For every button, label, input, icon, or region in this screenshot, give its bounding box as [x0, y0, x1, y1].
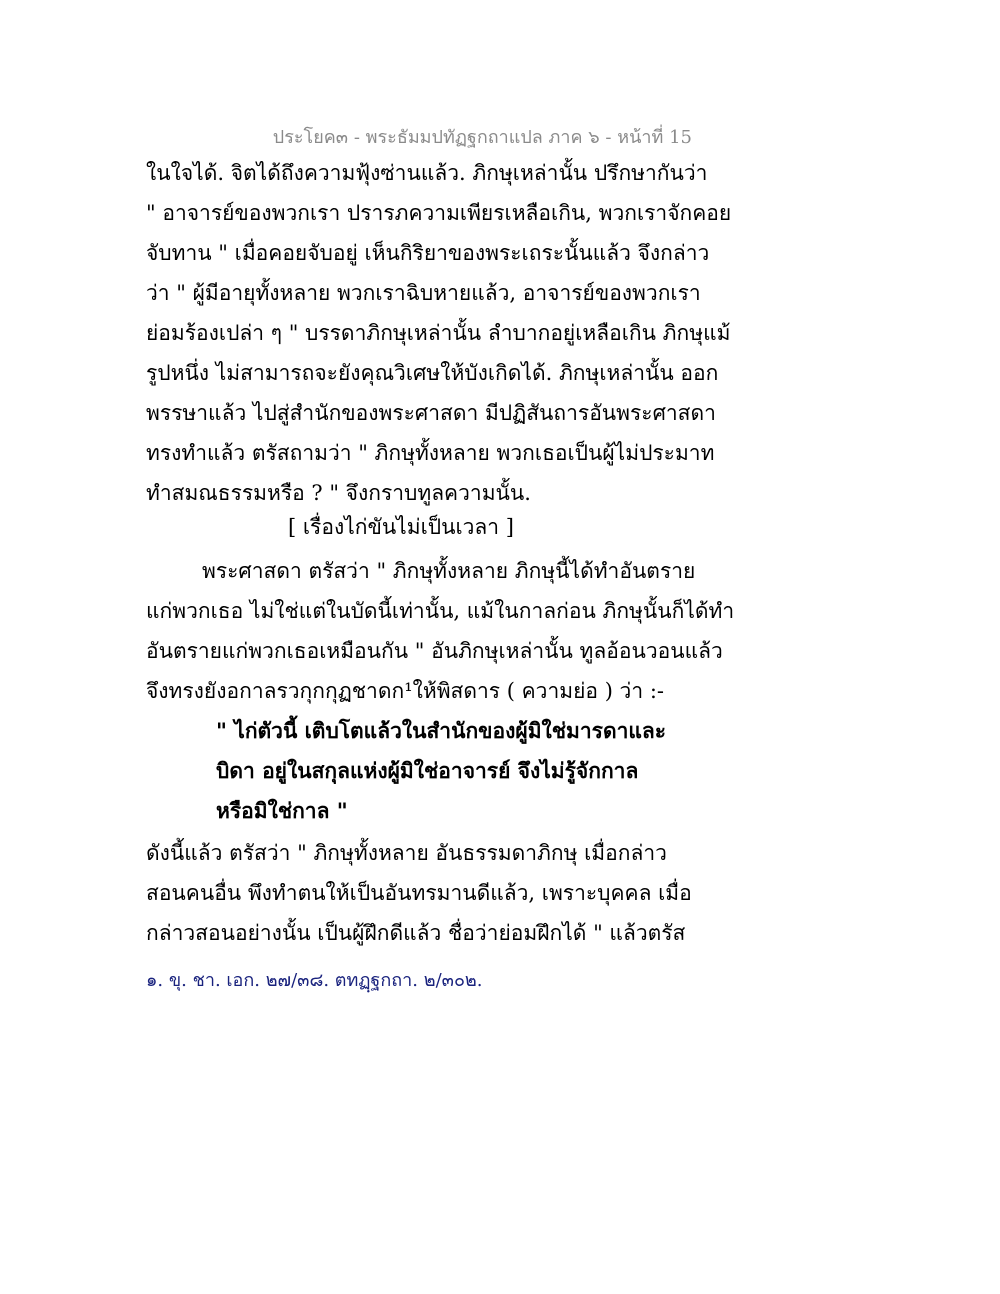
text-line: ทรงทำแล้ว ตรัสถามว่า " ภิกษุทั้งหลาย พวกเธอเป็นผู้ไม่ประมาท: [146, 441, 715, 465]
text-line: ทำสมณธรรมหรือ ? " จึงกราบทูลความนั้น.: [146, 481, 531, 505]
footnote: ๑. ขุ. ชา. เอก. ๒๗/๓๘. ตทฏฺฐกถา. ๒/๓๐๒.: [146, 970, 483, 991]
section-heading: [ เรื่องไก่ขันไม่เป็นเวลา ]: [288, 515, 514, 539]
text-line: ย่อมร้องเปล่า ๆ " บรรดาภิกษุเหล่านั้น ลำบากอยู่เหลือเกิน ภิกษุแม้: [146, 321, 731, 345]
text-line: จับทาน " เมื่อคอยจับอยู่ เห็นกิริยาของพระเถระนั้นแล้ว จึงกล่าว: [146, 241, 710, 265]
page-header: ประโยค๓ - พระธัมมปทัฏฐกถาแปล ภาค ๖ - หน้าที่ 15: [272, 127, 692, 148]
text-line: พรรษาแล้ว ไปสู่สำนักของพระศาสดา มีปฏิสันถารอันพระศาสดา: [146, 401, 716, 425]
text-line: " อาจารย์ของพวกเรา ปรารภความเพียรเหลือเกิน, พวกเราจักคอย: [146, 201, 732, 225]
text-line: กล่าวสอนอย่างนั้น เป็นผู้ฝึกดีแล้ว ชื่อว่าย่อมฝึกได้ " แล้วตรัส: [146, 921, 686, 945]
text-line: จึงทรงยังอกาลรวกุกกุฏชาดก¹ให้พิสดาร ( ความย่อ ) ว่า :-: [146, 679, 664, 703]
text-line: ดังนี้แล้ว ตรัสว่า " ภิกษุทั้งหลาย อันธรรมดาภิกษุ เมื่อกล่าว: [146, 841, 667, 865]
verse-line: บิดา อยู่ในสกุลแห่งผู้มิใช่อาจารย์ จึงไม่รู้จักกาล: [216, 758, 639, 783]
text-line: ในใจได้. จิตได้ถึงความฟุ้งซ่านแล้ว. ภิกษุเหล่านั้น ปรึกษากันว่า: [146, 161, 708, 185]
text-line: แก่พวกเธอ ไม่ใช่แต่ในบัดนี้เท่านั้น, แม้ในกาลก่อน ภิกษุนั้นก็ได้ทำ: [146, 599, 735, 623]
text-line: รูปหนึ่ง ไม่สามารถจะยังคุณวิเศษให้บังเกิดได้. ภิกษุเหล่านั้น ออก: [146, 361, 719, 385]
text-line: ว่า " ผู้มีอายุทั้งหลาย พวกเราฉิบหายแล้ว, อาจารย์ของพวกเรา: [146, 281, 701, 305]
verse-line: หรือมิใช่กาล ": [216, 798, 348, 823]
text-line: สอนคนอื่น พึงทำตนให้เป็นอันทรมานดีแล้ว, เพราะบุคคล เมื่อ: [146, 881, 692, 905]
text-line: อันตรายแก่พวกเธอเหมือนกัน " อันภิกษุเหล่านั้น ทูลอ้อนวอนแล้ว: [146, 639, 723, 663]
verse-line: " ไก่ตัวนี้ เติบโตแล้วในสำนักของผู้มิใช่มารดาและ: [216, 718, 667, 743]
text-line: พระศาสดา ตรัสว่า " ภิกษุทั้งหลาย ภิกษุนี้ได้ทำอันตราย: [202, 559, 696, 583]
